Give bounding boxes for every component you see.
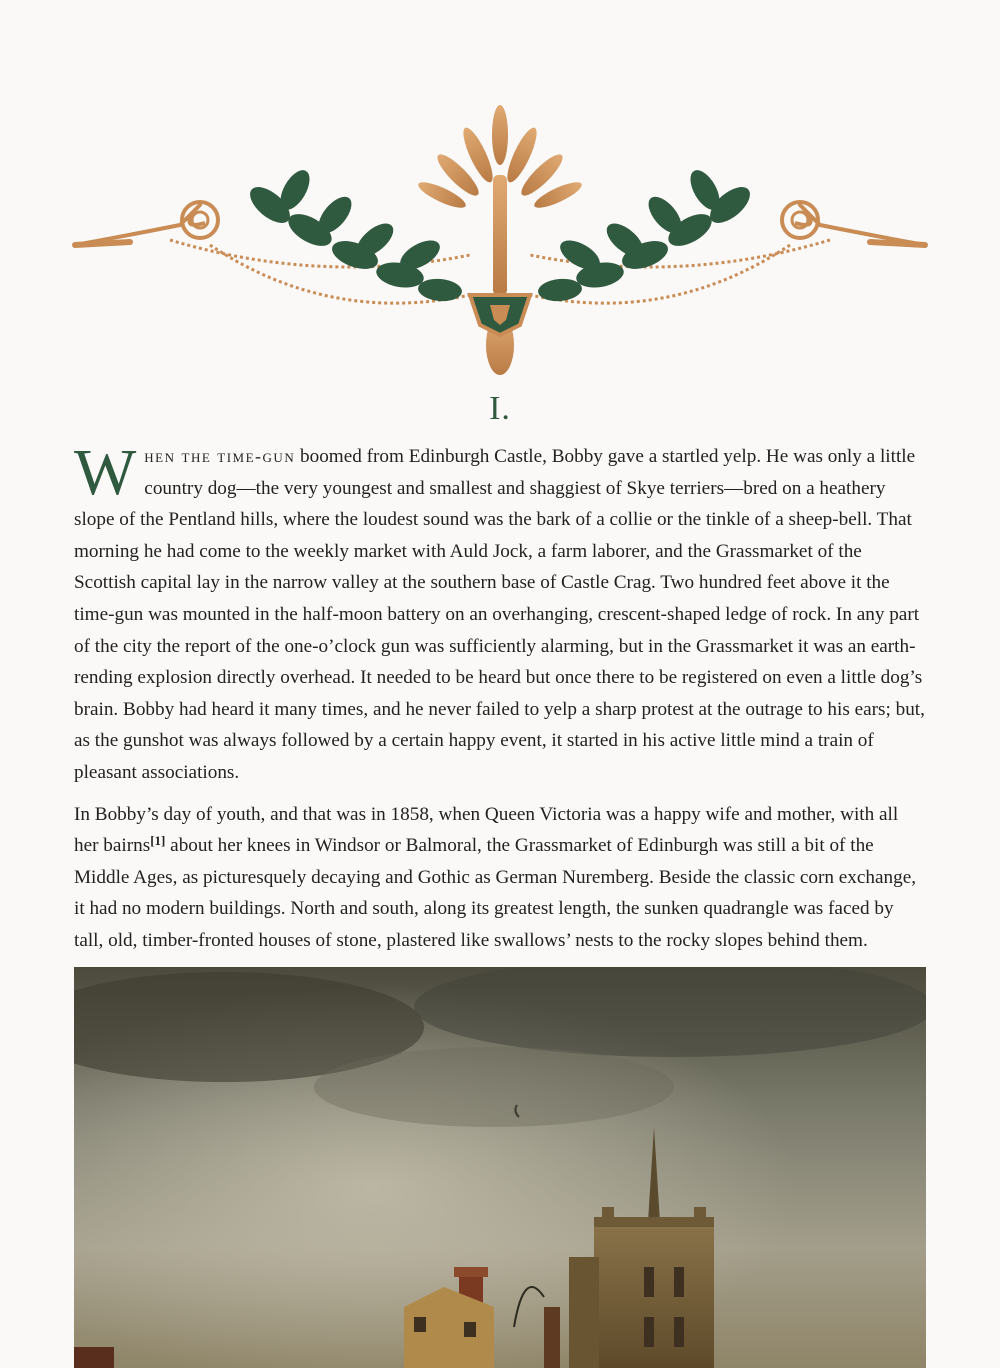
paragraph-1-body: boomed from Edinburgh Castle, Bobby gave a startled yelp. He was only a little country dog—the very youngest and smallest and shaggiest of Skye terriers—bred on a heathery slope of the Pentland hills, where the loudest sound was the bark of a collie or the tinkle of a sheep-bell. That morning he had come to the weekly market with Auld Jock, a farm laborer, and the Grassmarket of the Scottish capital lay in the narrow valley at the southern base of Castle Crag. Two hundred feet above it the time-gun was mounted in the half-moon battery on an overhanging, crescent-shaped ledge of rock. In any part of the city the report of the one-o’clock gun was sufficiently alarming, but in the Grassmarket it was an earth-rending explosion directly overhead. It needed to be heard but once there to be registered on even a little dog’s brain. Bobby had heard it many times, and he never failed to yelp a sharp protest at the outrage to his ears; but, as the gunshot was always followed by a certain happy event, it started in his active little mind a train of pleasant associations.: [74, 446, 925, 783]
paragraph-2-end: about her knees in Windsor or Balmoral, the Grassmarket of Edinburgh was still a bit of the Middle Ages, as picturesquely decaying and Gothic as German Nuremberg. Beside the classic corn exchange, it had no modern buildings. North and south, along its greatest length, the sunken quadrangle was faced by tall, old, timber-fronted houses of stone, plastered like swallows’ nests to the rocky slopes behind them.: [74, 835, 917, 951]
chapter-text: [74, 436, 926, 967]
paragraph-2: [74, 799, 926, 957]
paragraph-1: [74, 436, 926, 789]
painting-image: [74, 967, 926, 1368]
paragraph-2-start: In Bobby’s day of youth, and that was in 1858, when Queen Victoria was a happy wife and mother, with all her bairns: [74, 803, 899, 857]
drop-cap: W: [74, 436, 137, 509]
grassmarket-painting: [74, 967, 926, 1368]
chapter-ornament: [70, 95, 930, 390]
chapter-number: I.: [489, 390, 511, 427]
opening-small-caps: hen the time-gun: [144, 446, 296, 466]
footnote-link[interactable]: [1]: [150, 833, 166, 849]
